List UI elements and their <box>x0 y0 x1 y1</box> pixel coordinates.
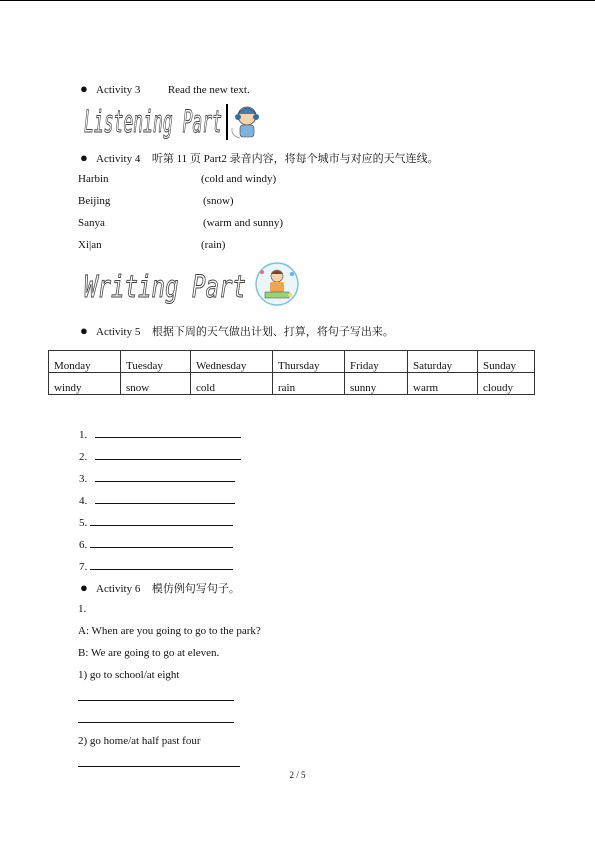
answer-line-2 <box>79 449 241 463</box>
day-cell: Sunday <box>478 351 535 373</box>
answer-line-7 <box>79 559 233 573</box>
day-cell: Friday <box>345 351 408 373</box>
day-cell: Saturday <box>408 351 478 373</box>
line-number: 3. <box>79 473 88 485</box>
answer-line-4 <box>79 493 235 507</box>
activity4-label: Activity 4 <box>96 153 141 165</box>
blank-line[interactable] <box>90 515 233 526</box>
weather-cell: snow <box>121 373 191 395</box>
activity6-line <box>80 580 240 596</box>
prompt-1: 1) go to school/at eight <box>78 669 180 681</box>
activity3-text: Read the new text. <box>167 84 250 96</box>
week-weather-table <box>48 350 535 395</box>
line-number: 5. <box>79 517 88 529</box>
bullet-icon: ● <box>80 323 88 338</box>
prompt-2: 2) go home/at half past four <box>78 735 201 747</box>
page-top-border <box>0 0 595 1</box>
activity6-label: Activity 6 <box>96 583 141 595</box>
page-number: 2 / 5 <box>289 770 306 780</box>
line-number: 4. <box>79 495 88 507</box>
blank-line[interactable] <box>78 766 240 767</box>
blank-line[interactable] <box>78 700 234 701</box>
activity3-line <box>80 81 250 97</box>
line-number: 1. <box>79 429 88 441</box>
day-cell: Thursday <box>273 351 345 373</box>
day-cell: Wednesday <box>191 351 273 373</box>
answer-line-1 <box>79 427 241 441</box>
weather-cell: warm <box>408 373 478 395</box>
city-beijing: Beijing <box>78 195 111 207</box>
line-number: 6. <box>79 539 88 551</box>
listening-girl-icon <box>232 107 259 138</box>
day-cell: Tuesday <box>121 351 191 373</box>
activity4-line <box>80 150 439 166</box>
activity3-label: Activity 3 <box>96 84 141 96</box>
blank-line[interactable] <box>95 427 241 438</box>
writing-part-heading <box>82 260 304 308</box>
blank-line[interactable] <box>95 471 235 482</box>
activity5-label: Activity 5 <box>96 326 141 338</box>
answer-line-5 <box>79 515 233 529</box>
weather-rain: (rain) <box>201 239 226 251</box>
listening-part-title: Listening Part <box>84 105 222 140</box>
weather-cold-windy: (cold and windy) <box>201 173 277 185</box>
table-row <box>49 351 535 373</box>
example-a: A: When are you going to go to the park? <box>78 625 261 637</box>
weather-cell: cold <box>191 373 273 395</box>
writing-boy-icon <box>256 263 298 305</box>
weather-cell: cloudy <box>478 373 535 395</box>
city-harbin: Harbin <box>78 173 109 185</box>
city-xian: Xi|an <box>78 239 102 251</box>
listening-part-heading <box>82 100 267 142</box>
day-cell: Monday <box>49 351 121 373</box>
answer-line-6 <box>79 537 233 551</box>
activity4-text: 听第 11 页 Part2 录音内容，将每个城市与对应的天气连线。 <box>151 153 439 165</box>
weather-snow: (snow) <box>203 195 234 207</box>
bullet-icon: ● <box>80 580 88 595</box>
weather-cell: windy <box>49 373 121 395</box>
activity6-item-number: 1. <box>78 603 87 615</box>
answer-line-3 <box>79 471 235 485</box>
bullet-icon: ● <box>80 150 88 165</box>
table-row <box>49 373 535 395</box>
blank-line[interactable] <box>95 449 241 460</box>
activity5-line <box>80 323 394 339</box>
activity5-text: 根据下周的天气做出计划、打算，将句子写出来。 <box>151 326 394 338</box>
line-number: 2. <box>79 451 88 463</box>
activity6-text: 模仿例句写句子。 <box>151 583 240 595</box>
city-sanya: Sanya <box>78 217 105 229</box>
weather-warm-sunny: (warm and sunny) <box>203 217 284 229</box>
blank-line[interactable] <box>78 722 234 723</box>
blank-line[interactable] <box>90 537 233 548</box>
weather-cell: sunny <box>345 373 408 395</box>
example-b: B: We are going to go at eleven. <box>78 647 220 659</box>
writing-part-title: Writing Part <box>84 270 246 305</box>
bullet-icon: ● <box>80 81 88 96</box>
blank-line[interactable] <box>95 493 235 504</box>
line-number: 7. <box>79 561 88 573</box>
blank-line[interactable] <box>90 559 233 570</box>
weather-cell: rain <box>273 373 345 395</box>
